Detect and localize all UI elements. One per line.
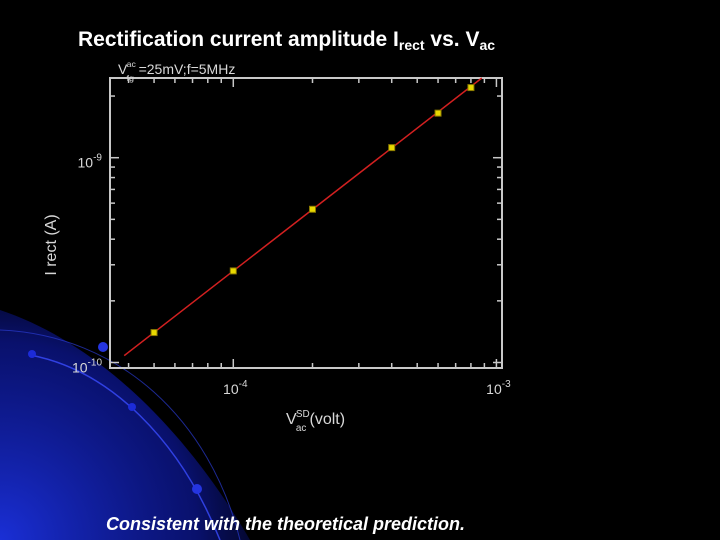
tick-base: 10	[223, 381, 239, 397]
data-point	[435, 110, 441, 116]
x-tick-label	[486, 379, 511, 397]
tick-base: 10	[77, 154, 94, 171]
label-main: V	[286, 411, 297, 428]
title-sub-ac: ac	[479, 37, 496, 53]
x-axis-label	[286, 409, 345, 434]
data-point	[151, 330, 157, 336]
label-rest: (volt)	[309, 411, 346, 428]
tick-exponent: -3	[501, 379, 511, 390]
title-sub-rect: rect	[398, 37, 425, 53]
label-rest: =25mV;f=5MHz	[138, 61, 236, 77]
title-main: Rectification current amplitude I	[78, 28, 399, 51]
y-tick-label	[72, 357, 102, 375]
fit-line	[124, 78, 482, 356]
y-tick-label	[78, 153, 103, 171]
chart-annotation	[118, 59, 235, 83]
tick-base: 10	[486, 381, 502, 397]
label-superscript: SD	[295, 409, 310, 420]
tick-exponent: -4	[238, 379, 248, 390]
slide-caption: Consistent with the theoretical prediction.	[106, 514, 466, 534]
plot-frame	[110, 78, 502, 368]
label-main: V	[118, 61, 128, 77]
label-superscript: ac	[126, 59, 136, 69]
label-subscript: fg	[126, 73, 134, 83]
y-axis-label: I rect (A)	[43, 214, 60, 276]
tick-exponent: -10	[87, 357, 102, 369]
label-subscript: ac	[295, 423, 307, 434]
x-tick-label	[223, 379, 248, 397]
tick-base: 10	[71, 359, 88, 376]
data-point	[309, 206, 315, 212]
data-point	[230, 268, 236, 274]
title-mid: vs. V	[424, 28, 480, 51]
data-point	[389, 145, 395, 151]
data-point	[468, 85, 474, 91]
tick-exponent: -9	[93, 152, 102, 164]
